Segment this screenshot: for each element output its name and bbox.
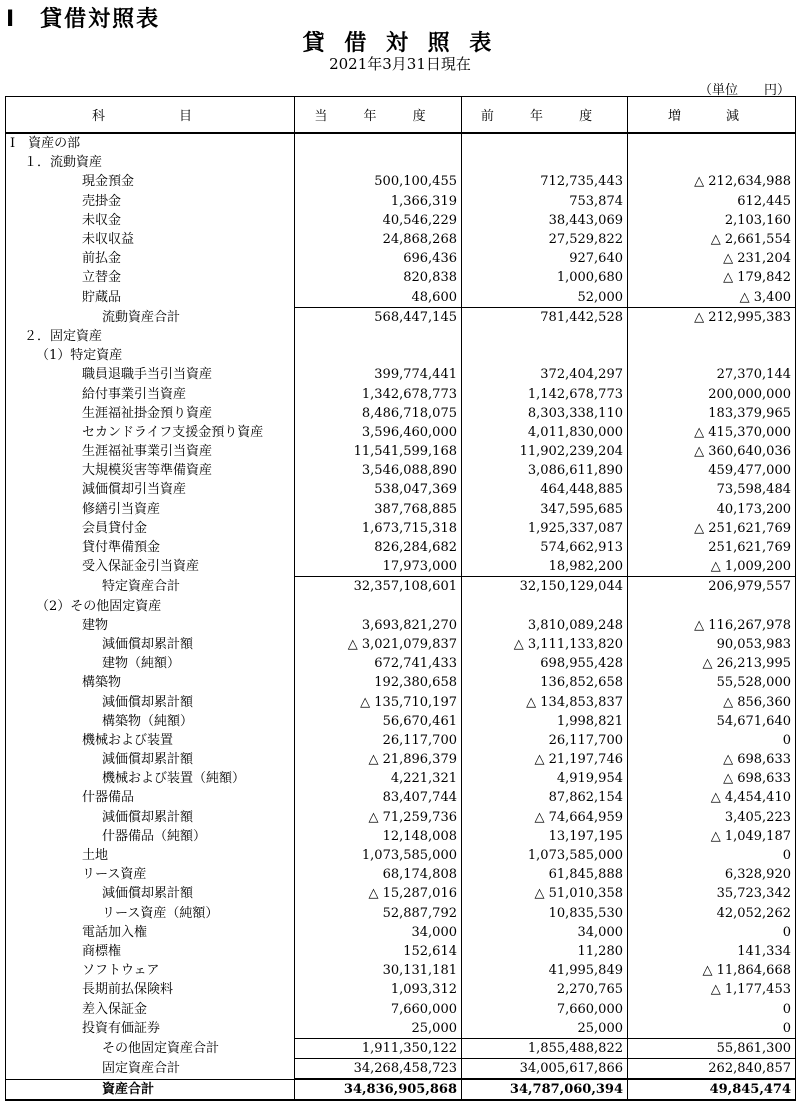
row-current-value: 1,673,715,318 bbox=[295, 519, 462, 538]
row-change-value: △ 856,360 bbox=[628, 692, 796, 711]
row-previous-value: 698,955,428 bbox=[462, 654, 628, 673]
row-label: 商標権 bbox=[6, 942, 295, 961]
row-label: 生涯福祉事業引当資産 bbox=[6, 442, 295, 461]
table-row bbox=[6, 172, 796, 191]
table-row bbox=[6, 865, 796, 884]
header-previous-year: 前 年 度 bbox=[462, 97, 628, 134]
row-current-value: 152,614 bbox=[295, 942, 462, 961]
table-row bbox=[6, 557, 796, 577]
row-label: 特定資産合計 bbox=[6, 577, 295, 597]
row-change-value: 73,598,484 bbox=[628, 480, 796, 499]
row-change-value bbox=[628, 153, 796, 172]
row-change-value: △ 1,049,187 bbox=[628, 827, 796, 846]
row-label: 減価償却引当資産 bbox=[6, 480, 295, 499]
row-current-value: 3,693,821,270 bbox=[295, 616, 462, 635]
table-row bbox=[6, 769, 796, 788]
table-row bbox=[6, 616, 796, 635]
row-change-value bbox=[628, 327, 796, 346]
row-label: ２．固定資産 bbox=[6, 327, 295, 346]
row-current-value: 399,774,441 bbox=[295, 365, 462, 384]
row-previous-value: 32,150,129,044 bbox=[462, 577, 628, 597]
table-row bbox=[6, 1059, 796, 1080]
row-previous-value: 347,595,685 bbox=[462, 500, 628, 519]
row-change-value bbox=[628, 133, 796, 153]
table-row bbox=[6, 731, 796, 750]
table-row bbox=[6, 192, 796, 211]
row-previous-value: 61,845,888 bbox=[462, 865, 628, 884]
table-row bbox=[6, 538, 796, 557]
row-current-value: △ 21,896,379 bbox=[295, 750, 462, 769]
row-previous-value: 34,787,060,394 bbox=[462, 1079, 628, 1100]
row-current-value: 500,100,455 bbox=[295, 172, 462, 191]
row-change-value: △ 3,400 bbox=[628, 288, 796, 308]
row-label: 減価償却累計額 bbox=[6, 692, 295, 711]
row-label: 未収収益 bbox=[6, 230, 295, 249]
row-current-value: 820,838 bbox=[295, 268, 462, 287]
row-current-value bbox=[295, 597, 462, 616]
row-change-value: 200,000,000 bbox=[628, 384, 796, 403]
table-row bbox=[6, 230, 796, 249]
table-row bbox=[6, 1079, 796, 1100]
row-change-value: 3,405,223 bbox=[628, 808, 796, 827]
row-change-value: △ 415,370,000 bbox=[628, 423, 796, 442]
row-label: 土地 bbox=[6, 846, 295, 865]
row-change-value: △ 2,661,554 bbox=[628, 230, 796, 249]
table-row bbox=[6, 211, 796, 230]
row-previous-value: 8,303,338,110 bbox=[462, 404, 628, 423]
row-change-value: 206,979,557 bbox=[628, 577, 796, 597]
row-previous-value: 25,000 bbox=[462, 1019, 628, 1039]
row-current-value: 1,911,350,122 bbox=[295, 1038, 462, 1058]
row-label: 受入保証金引当資産 bbox=[6, 557, 295, 577]
row-label: 構築物（純額） bbox=[6, 712, 295, 731]
row-previous-value: 4,919,954 bbox=[462, 769, 628, 788]
row-change-value: 612,445 bbox=[628, 192, 796, 211]
row-current-value: 1,366,319 bbox=[295, 192, 462, 211]
row-change-value: 251,621,769 bbox=[628, 538, 796, 557]
table-row bbox=[6, 1019, 796, 1039]
row-previous-value: 2,270,765 bbox=[462, 980, 628, 999]
header-change: 増 減 bbox=[628, 97, 796, 134]
row-change-value: 40,173,200 bbox=[628, 500, 796, 519]
row-label: 減価償却累計額 bbox=[6, 750, 295, 769]
row-current-value: △ 71,259,736 bbox=[295, 808, 462, 827]
row-previous-value bbox=[462, 133, 628, 153]
row-change-value: 55,528,000 bbox=[628, 673, 796, 692]
row-change-value: △ 360,640,036 bbox=[628, 442, 796, 461]
row-previous-value: 1,142,678,773 bbox=[462, 384, 628, 403]
row-previous-value: △ 51,010,358 bbox=[462, 884, 628, 903]
row-label: １．流動資産 bbox=[6, 153, 295, 172]
row-current-value: 3,546,088,890 bbox=[295, 461, 462, 480]
row-previous-value: 38,443,069 bbox=[462, 211, 628, 230]
row-label: 立替金 bbox=[6, 268, 295, 287]
row-change-value: 42,052,262 bbox=[628, 904, 796, 923]
table-row bbox=[6, 923, 796, 942]
row-change-value: △ 698,633 bbox=[628, 769, 796, 788]
row-previous-value: 1,000,680 bbox=[462, 268, 628, 287]
row-previous-value: 1,998,821 bbox=[462, 712, 628, 731]
table-row bbox=[6, 597, 796, 616]
row-change-value: 183,379,965 bbox=[628, 404, 796, 423]
row-change-value: △ 179,842 bbox=[628, 268, 796, 287]
row-change-value bbox=[628, 597, 796, 616]
row-change-value: △ 231,204 bbox=[628, 249, 796, 268]
row-current-value: 1,093,312 bbox=[295, 980, 462, 999]
row-change-value: △ 26,213,995 bbox=[628, 654, 796, 673]
row-change-value: △ 212,634,988 bbox=[628, 172, 796, 191]
row-label: 貯蔵品 bbox=[6, 288, 295, 308]
row-label: 前払金 bbox=[6, 249, 295, 268]
row-previous-value: 464,448,885 bbox=[462, 480, 628, 499]
row-previous-value bbox=[462, 597, 628, 616]
table-row bbox=[6, 692, 796, 711]
table-row bbox=[6, 577, 796, 597]
row-label: 貸付準備預金 bbox=[6, 538, 295, 557]
row-previous-value: 87,862,154 bbox=[462, 788, 628, 807]
document-title: 貸 借 対 照 表 bbox=[302, 31, 498, 56]
row-change-value: 49,845,474 bbox=[628, 1079, 796, 1100]
row-current-value: 11,541,599,168 bbox=[295, 442, 462, 461]
row-current-value bbox=[295, 153, 462, 172]
table-row bbox=[6, 153, 796, 172]
row-current-value: 538,047,369 bbox=[295, 480, 462, 499]
row-previous-value: 712,735,443 bbox=[462, 172, 628, 191]
row-previous-value bbox=[462, 327, 628, 346]
row-change-value: △ 116,267,978 bbox=[628, 616, 796, 635]
table-row bbox=[6, 942, 796, 961]
row-current-value: 48,600 bbox=[295, 288, 462, 308]
row-label: リース資産（純額） bbox=[6, 904, 295, 923]
row-label: 流動資産合計 bbox=[6, 307, 295, 327]
row-current-value: 83,407,744 bbox=[295, 788, 462, 807]
row-label: 会員貸付金 bbox=[6, 519, 295, 538]
row-label: Ⅰ 資産の部 bbox=[6, 133, 295, 153]
row-current-value: 56,670,461 bbox=[295, 712, 462, 731]
table-row bbox=[6, 307, 796, 327]
row-current-value: 34,268,458,723 bbox=[295, 1059, 462, 1080]
row-previous-value: 11,280 bbox=[462, 942, 628, 961]
row-label: 現金預金 bbox=[6, 172, 295, 191]
row-change-value: 459,477,000 bbox=[628, 461, 796, 480]
row-previous-value: 781,442,528 bbox=[462, 307, 628, 327]
row-current-value: 26,117,700 bbox=[295, 731, 462, 750]
row-label: セカンドライフ支援金預り資産 bbox=[6, 423, 295, 442]
row-previous-value: 753,874 bbox=[462, 192, 628, 211]
row-current-value: 568,447,145 bbox=[295, 307, 462, 327]
row-change-value: 0 bbox=[628, 846, 796, 865]
row-current-value: 34,000 bbox=[295, 923, 462, 942]
row-label: 固定資産合計 bbox=[6, 1059, 295, 1080]
table-row bbox=[6, 980, 796, 999]
row-current-value bbox=[295, 133, 462, 153]
row-label: （2）その他固定資産 bbox=[6, 597, 295, 616]
row-label: ソフトウェア bbox=[6, 961, 295, 980]
table-row bbox=[6, 846, 796, 865]
table-row bbox=[6, 827, 796, 846]
table-row bbox=[6, 423, 796, 442]
row-current-value: 7,660,000 bbox=[295, 999, 462, 1018]
row-change-value: 2,103,160 bbox=[628, 211, 796, 230]
row-label: 建物（純額） bbox=[6, 654, 295, 673]
row-change-value: 141,334 bbox=[628, 942, 796, 961]
row-previous-value: 4,011,830,000 bbox=[462, 423, 628, 442]
row-change-value: △ 698,633 bbox=[628, 750, 796, 769]
row-label: 投資有価証券 bbox=[6, 1019, 295, 1039]
row-change-value: △ 11,864,668 bbox=[628, 961, 796, 980]
row-change-value: 90,053,983 bbox=[628, 635, 796, 654]
row-label: 生涯福祉掛金預り資産 bbox=[6, 404, 295, 423]
row-label: 給付事業引当資産 bbox=[6, 384, 295, 403]
row-change-value: △ 251,621,769 bbox=[628, 519, 796, 538]
row-label: リース資産 bbox=[6, 865, 295, 884]
row-previous-value: △ 21,197,746 bbox=[462, 750, 628, 769]
row-label: 構築物 bbox=[6, 673, 295, 692]
row-current-value: 12,148,008 bbox=[295, 827, 462, 846]
row-current-value: 696,436 bbox=[295, 249, 462, 268]
row-current-value: 4,221,321 bbox=[295, 769, 462, 788]
row-previous-value: 26,117,700 bbox=[462, 731, 628, 750]
header-account: 科 目 bbox=[6, 97, 295, 134]
row-current-value: △ 135,710,197 bbox=[295, 692, 462, 711]
row-previous-value: 34,000 bbox=[462, 923, 628, 942]
table-row bbox=[6, 365, 796, 384]
row-current-value: 8,486,718,075 bbox=[295, 404, 462, 423]
row-current-value: 52,887,792 bbox=[295, 904, 462, 923]
row-change-value: 0 bbox=[628, 999, 796, 1018]
row-label: 修繕引当資産 bbox=[6, 500, 295, 519]
row-current-value: 192,380,658 bbox=[295, 673, 462, 692]
row-previous-value: 11,902,239,204 bbox=[462, 442, 628, 461]
balance-sheet-table bbox=[5, 96, 796, 1101]
row-current-value bbox=[295, 327, 462, 346]
row-previous-value: 3,810,089,248 bbox=[462, 616, 628, 635]
row-change-value: △ 4,454,410 bbox=[628, 788, 796, 807]
row-current-value: 34,836,905,868 bbox=[295, 1079, 462, 1100]
row-previous-value: 52,000 bbox=[462, 288, 628, 308]
row-change-value: 262,840,857 bbox=[628, 1059, 796, 1080]
row-change-value: △ 212,995,383 bbox=[628, 307, 796, 327]
row-change-value bbox=[628, 346, 796, 365]
row-current-value: 3,596,460,000 bbox=[295, 423, 462, 442]
row-previous-value: 1,925,337,087 bbox=[462, 519, 628, 538]
table-row bbox=[6, 673, 796, 692]
table-row bbox=[6, 1038, 796, 1058]
table-row bbox=[6, 442, 796, 461]
table-row bbox=[6, 654, 796, 673]
document-date: 2021年3月31日現在 bbox=[329, 55, 471, 73]
row-previous-value: △ 3,111,133,820 bbox=[462, 635, 628, 654]
header-current-year: 当 年 度 bbox=[295, 97, 462, 134]
row-change-value: 35,723,342 bbox=[628, 884, 796, 903]
row-label: 機械および装置 bbox=[6, 731, 295, 750]
table-row bbox=[6, 750, 796, 769]
row-label: 長期前払保険料 bbox=[6, 980, 295, 999]
row-current-value bbox=[295, 346, 462, 365]
row-label: 職員退職手当引当資産 bbox=[6, 365, 295, 384]
row-label: 電話加入権 bbox=[6, 923, 295, 942]
table-row bbox=[6, 346, 796, 365]
table-row bbox=[6, 788, 796, 807]
row-change-value: 0 bbox=[628, 923, 796, 942]
row-change-value: 0 bbox=[628, 731, 796, 750]
row-label: その他固定資産合計 bbox=[6, 1038, 295, 1058]
table-row bbox=[6, 327, 796, 346]
row-label: 建物 bbox=[6, 616, 295, 635]
row-change-value: 0 bbox=[628, 1019, 796, 1039]
row-previous-value: 7,660,000 bbox=[462, 999, 628, 1018]
row-label: 差入保証金 bbox=[6, 999, 295, 1018]
row-change-value: △ 1,009,200 bbox=[628, 557, 796, 577]
row-previous-value: 927,640 bbox=[462, 249, 628, 268]
row-current-value: 25,000 bbox=[295, 1019, 462, 1039]
row-change-value: 54,671,640 bbox=[628, 712, 796, 731]
table-row bbox=[6, 384, 796, 403]
row-label: 減価償却累計額 bbox=[6, 808, 295, 827]
row-current-value: 387,768,885 bbox=[295, 500, 462, 519]
table-row bbox=[6, 999, 796, 1018]
table-row bbox=[6, 268, 796, 287]
table-row bbox=[6, 249, 796, 268]
row-previous-value: 13,197,195 bbox=[462, 827, 628, 846]
row-previous-value: 1,073,585,000 bbox=[462, 846, 628, 865]
table-body bbox=[6, 133, 796, 1100]
row-previous-value bbox=[462, 346, 628, 365]
table-row bbox=[6, 712, 796, 731]
row-current-value: △ 15,287,016 bbox=[295, 884, 462, 903]
table-row bbox=[6, 288, 796, 308]
table-row bbox=[6, 404, 796, 423]
row-current-value: 68,174,808 bbox=[295, 865, 462, 884]
table-row bbox=[6, 480, 796, 499]
row-previous-value: 10,835,530 bbox=[462, 904, 628, 923]
row-current-value: △ 3,021,079,837 bbox=[295, 635, 462, 654]
table-row bbox=[6, 884, 796, 903]
row-current-value: 40,546,229 bbox=[295, 211, 462, 230]
row-label: 什器備品（純額） bbox=[6, 827, 295, 846]
table-row bbox=[6, 133, 796, 153]
row-change-value: △ 1,177,453 bbox=[628, 980, 796, 999]
table-row bbox=[6, 461, 796, 480]
row-previous-value: 372,404,297 bbox=[462, 365, 628, 384]
row-previous-value: 1,855,488,822 bbox=[462, 1038, 628, 1058]
row-previous-value: 18,982,200 bbox=[462, 557, 628, 577]
row-label: 未収金 bbox=[6, 211, 295, 230]
table-row bbox=[6, 808, 796, 827]
row-previous-value: △ 74,664,959 bbox=[462, 808, 628, 827]
row-previous-value bbox=[462, 153, 628, 172]
row-previous-value: △ 134,853,837 bbox=[462, 692, 628, 711]
row-current-value: 17,973,000 bbox=[295, 557, 462, 577]
row-current-value: 1,342,678,773 bbox=[295, 384, 462, 403]
row-change-value: 27,370,144 bbox=[628, 365, 796, 384]
row-current-value: 1,073,585,000 bbox=[295, 846, 462, 865]
table-row bbox=[6, 635, 796, 654]
table-row bbox=[6, 519, 796, 538]
row-previous-value: 27,529,822 bbox=[462, 230, 628, 249]
unit-label: （単位 円） bbox=[698, 83, 790, 98]
row-current-value: 32,357,108,601 bbox=[295, 577, 462, 597]
row-previous-value: 574,662,913 bbox=[462, 538, 628, 557]
section-title: Ⅰ 貸借対照表 bbox=[6, 7, 161, 32]
row-previous-value: 3,086,611,890 bbox=[462, 461, 628, 480]
row-label: （1）特定資産 bbox=[6, 346, 295, 365]
row-label: 資産合計 bbox=[6, 1079, 295, 1100]
row-previous-value: 41,995,849 bbox=[462, 961, 628, 980]
row-current-value: 672,741,433 bbox=[295, 654, 462, 673]
row-label: 減価償却累計額 bbox=[6, 884, 295, 903]
row-current-value: 24,868,268 bbox=[295, 230, 462, 249]
table-row bbox=[6, 961, 796, 980]
row-change-value: 6,328,920 bbox=[628, 865, 796, 884]
row-previous-value: 34,005,617,866 bbox=[462, 1059, 628, 1080]
table-row bbox=[6, 904, 796, 923]
row-label: 什器備品 bbox=[6, 788, 295, 807]
table-header-row bbox=[6, 97, 796, 134]
row-label: 機械および装置（純額） bbox=[6, 769, 295, 788]
row-current-value: 826,284,682 bbox=[295, 538, 462, 557]
row-label: 大規模災害等準備資産 bbox=[6, 461, 295, 480]
row-label: 売掛金 bbox=[6, 192, 295, 211]
row-current-value: 30,131,181 bbox=[295, 961, 462, 980]
table-row bbox=[6, 500, 796, 519]
row-change-value: 55,861,300 bbox=[628, 1038, 796, 1058]
row-previous-value: 136,852,658 bbox=[462, 673, 628, 692]
row-label: 減価償却累計額 bbox=[6, 635, 295, 654]
